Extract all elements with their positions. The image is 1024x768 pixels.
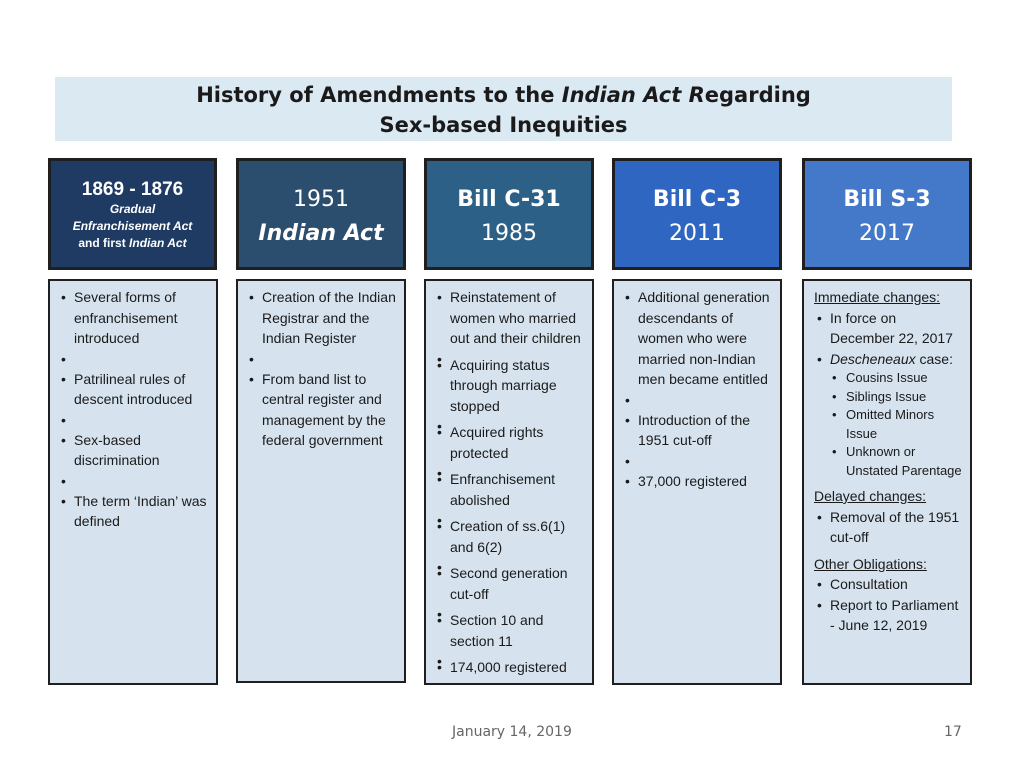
list-item: • Acquiring status through marriage stopped: [434, 355, 586, 417]
header-1869-line3: Enfranchisement Act: [72, 219, 193, 233]
header-1869-line4b: Indian Act: [129, 236, 187, 250]
list-item: • Introduction of the 1951 cut-off: [622, 410, 774, 451]
list-item: • Patrilineal rules of descent introduced: [58, 369, 210, 410]
header-1869: [48, 158, 217, 270]
list-item: • Removal of the 1951 cut-off: [814, 507, 964, 548]
list-item: • In force on December 22, 2017: [814, 308, 964, 349]
header-1951-title: Indian Act: [258, 221, 384, 246]
list-item: • Consultation: [814, 574, 964, 595]
header-1985-title: Bill C-31: [457, 187, 561, 212]
column-1985: [424, 279, 594, 685]
list-item: • Creation of ss.6(1) and 6(2): [434, 516, 586, 557]
header-1869-line2: Gradual: [109, 202, 156, 216]
header-1951: [236, 158, 406, 270]
header-1951-year: 1951: [293, 187, 349, 212]
list-item: • Additional generation descendants of women who were married non-Indian men became entitled: [622, 287, 774, 390]
descheneaux-label: Descheneaux: [830, 350, 916, 367]
spacer: [622, 451, 774, 471]
header-1869-years: 1869 - 1876: [81, 179, 184, 200]
header-1985-year: 1985: [481, 221, 537, 246]
list-item: • Enfranchisement abolished: [434, 469, 586, 510]
slide-title: [55, 77, 952, 141]
sub-list-item: • Siblings Issue: [830, 388, 964, 407]
sub-list-item: • Omitted Minors Issue: [830, 406, 964, 443]
other-obligations-heading: Other Obligations:: [814, 555, 927, 572]
title-line1-end: egarding: [704, 83, 811, 107]
descheneaux-case: case:: [915, 350, 953, 367]
spacer: [58, 349, 210, 369]
column-2017: [802, 279, 972, 685]
list-item: • Section 10 and section 11: [434, 610, 586, 651]
list-item: • Reinstatement of women who married out and their children: [434, 287, 586, 349]
sub-list-item: • Cousins Issue: [830, 369, 964, 388]
header-2017-year: 2017: [859, 221, 915, 246]
header-2017-title: Bill S-3: [843, 187, 931, 212]
header-1869-line4: [51, 235, 214, 252]
header-2017: [802, 158, 972, 270]
sub-list-item: • Unknown or Unstated Parentage: [830, 443, 964, 480]
list-item: • 174,000 registered: [434, 657, 586, 678]
spacer: [246, 349, 398, 369]
immediate-changes-heading: Immediate changes:: [814, 289, 941, 305]
spacer: [58, 471, 210, 491]
header-2011-title: Bill C-3: [652, 187, 742, 212]
header-1869-line4a: and first: [78, 236, 130, 250]
column-1869: [48, 279, 218, 685]
title-line1-italic: Indian Act R: [561, 83, 705, 107]
spacer: [58, 410, 210, 430]
header-2011: [612, 158, 782, 270]
list-item: • From band list to central register and management by the federal government: [246, 369, 398, 451]
column-1951: [236, 279, 406, 683]
list-item: • Creation of the Indian Registrar and the Indian Register: [246, 287, 398, 349]
header-2011-year: 2011: [669, 221, 725, 246]
title-line1-start: History of Amendments to the: [196, 83, 562, 107]
column-2011: [612, 279, 782, 685]
list-item: [814, 349, 964, 481]
list-item: • Sex-based discrimination: [58, 430, 210, 471]
list-item: • Several forms of enfranchisement introduced: [58, 287, 210, 349]
header-1985: [424, 158, 594, 270]
spacer: [622, 390, 774, 410]
list-item: • The term ‘Indian’ was defined: [58, 491, 210, 532]
list-item: • Acquired rights protected: [434, 422, 586, 463]
page-number: 17: [944, 724, 962, 740]
title-line2: Sex-based Inequities: [379, 113, 628, 137]
footer-date: January 14, 2019: [452, 724, 572, 740]
list-item: • 37,000 registered: [622, 471, 774, 492]
list-item: • Second generation cut-off: [434, 563, 586, 604]
delayed-changes-heading: Delayed changes:: [814, 488, 927, 504]
list-item: • Report to Parliament - June 12, 2019: [814, 595, 964, 636]
